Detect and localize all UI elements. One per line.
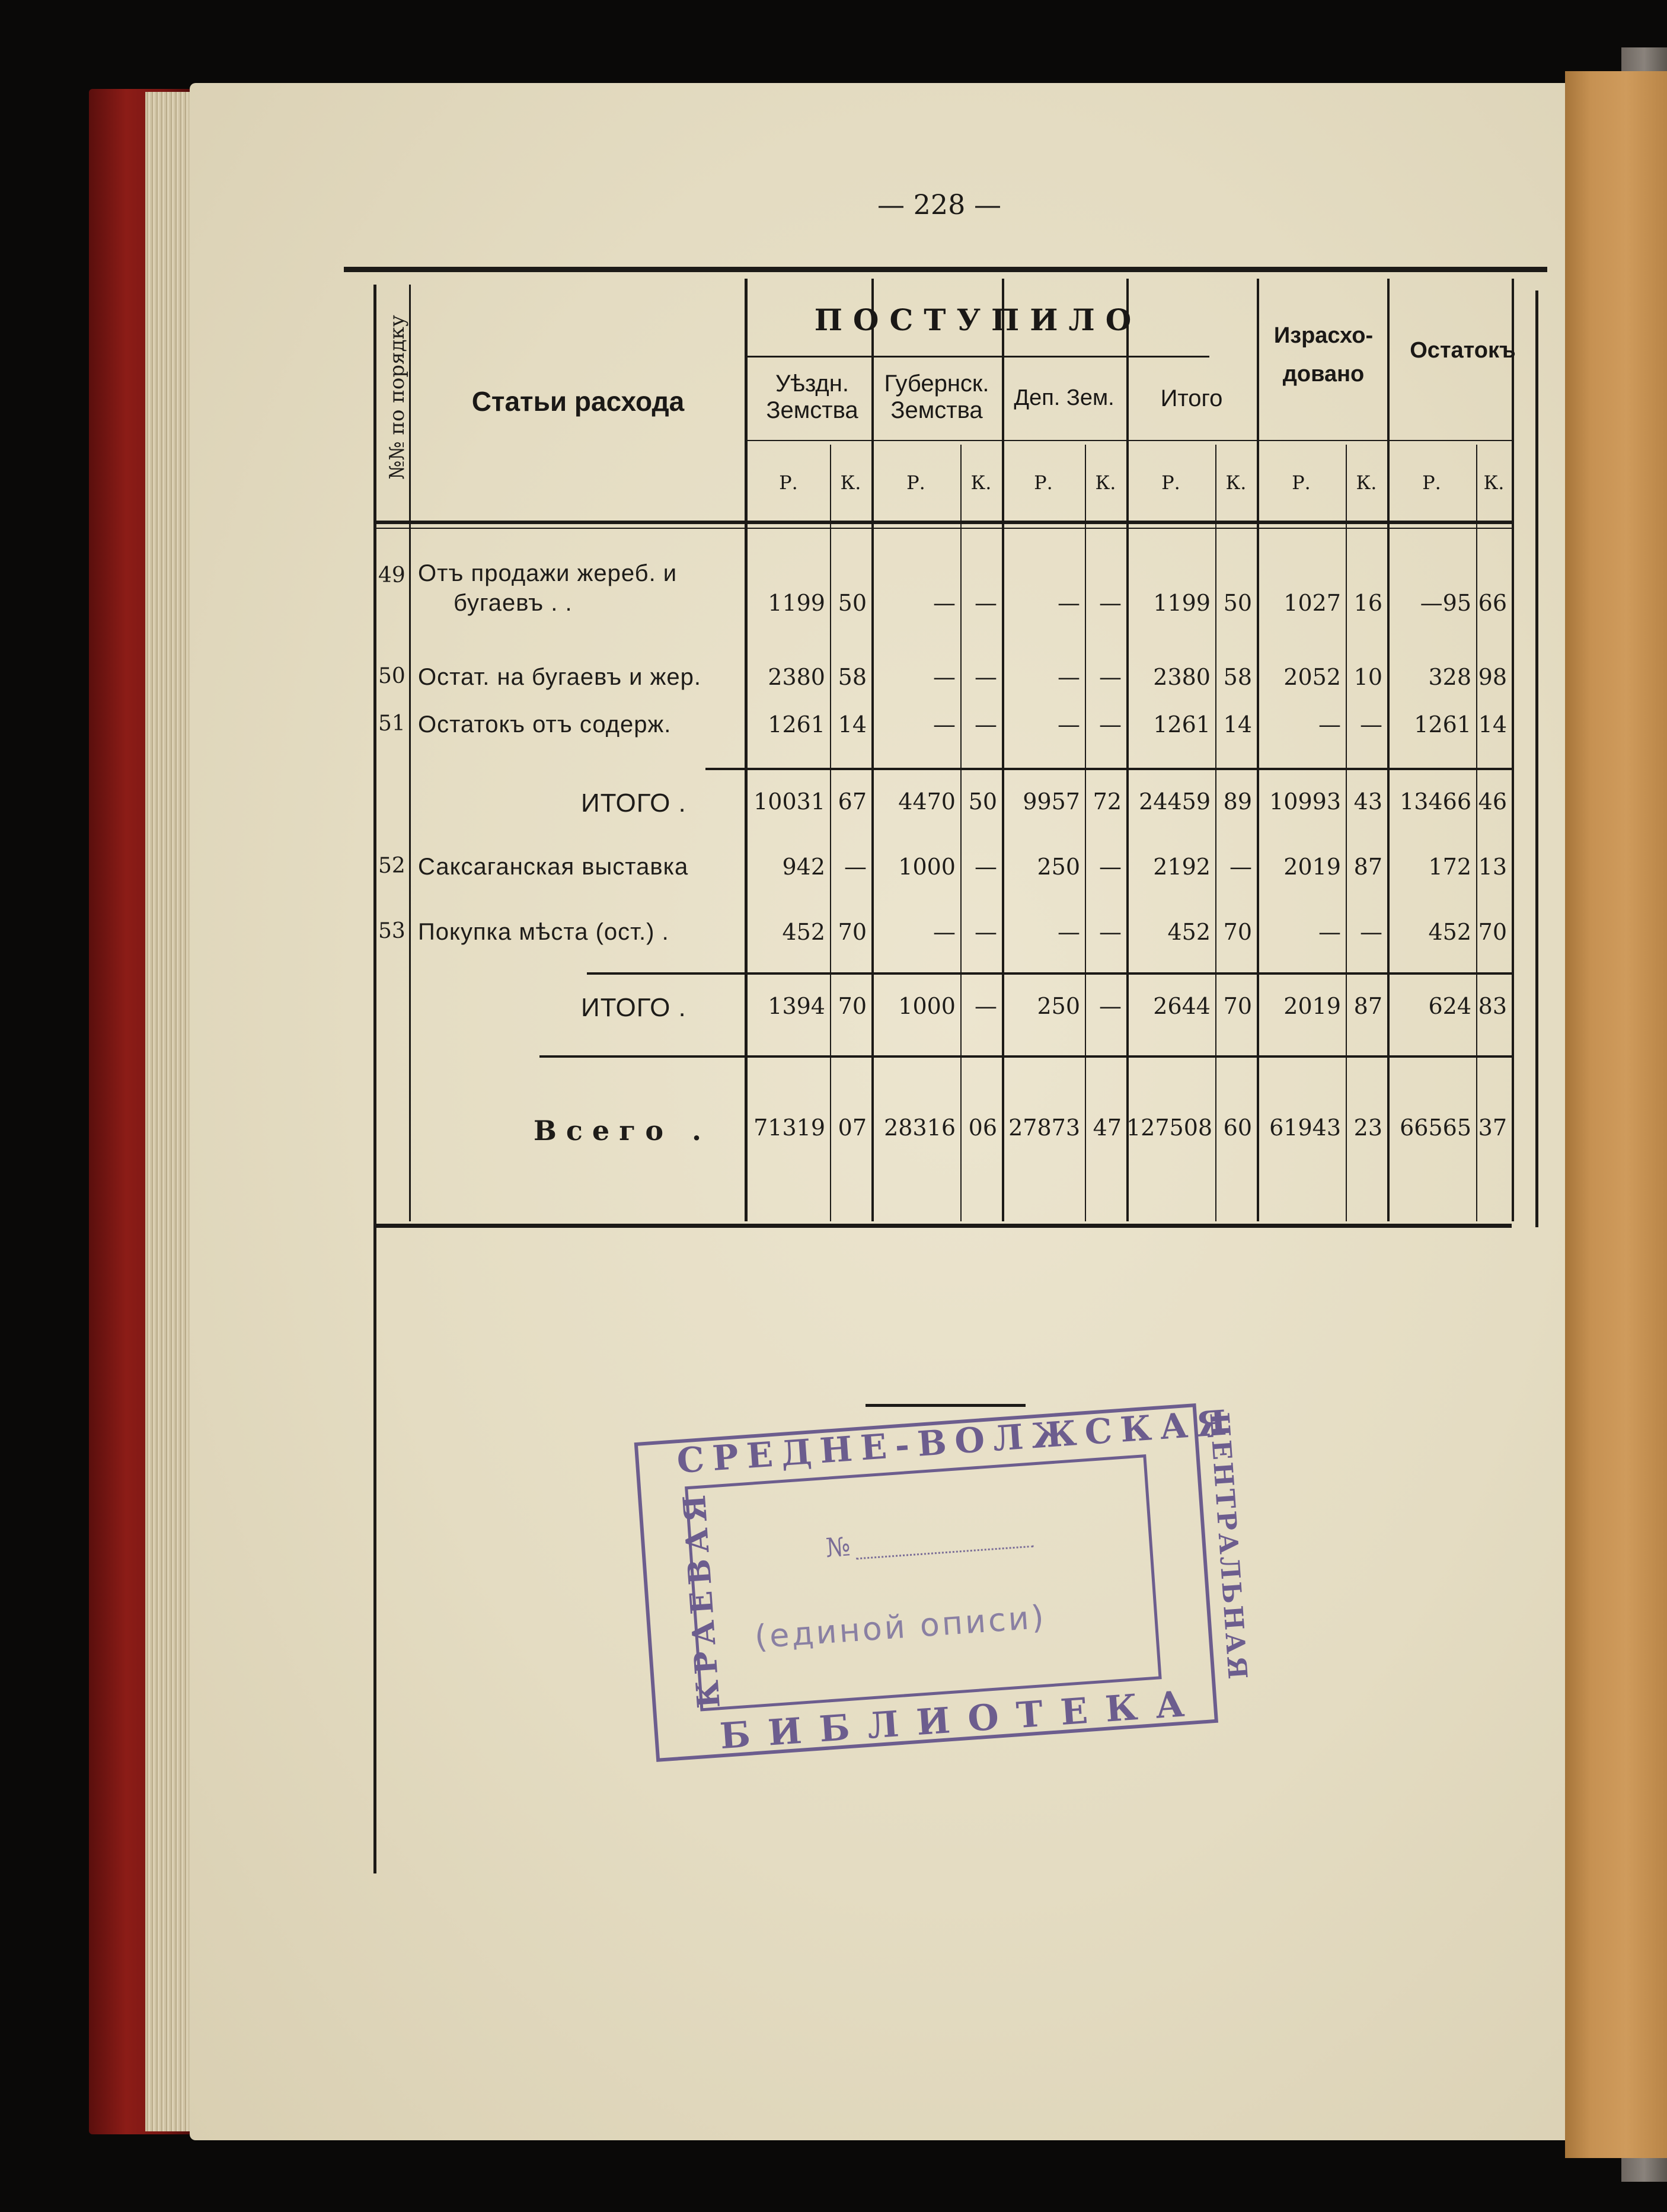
column-rule-2 — [960, 445, 962, 1221]
row-value: 43 — [1353, 789, 1382, 815]
row-value: — — [1318, 919, 1341, 945]
header-unit-9: К. — [1356, 471, 1377, 494]
row-number: 52 — [378, 854, 405, 878]
row-value: 1261 — [1414, 711, 1471, 738]
column-rule-10 — [1476, 445, 1477, 1221]
row-value: 10993 — [1269, 789, 1341, 815]
row-value: — — [933, 919, 956, 945]
row-value: 2644 — [1153, 993, 1211, 1019]
row-value: 13 — [1478, 854, 1507, 880]
row-number: 53 — [378, 919, 405, 943]
column-rule-8 — [1346, 445, 1347, 1221]
row-value: — — [1099, 711, 1122, 738]
row-value: — — [975, 590, 997, 616]
header-unit-1: К. — [840, 471, 861, 494]
row-value: 70 — [1223, 919, 1252, 945]
row-item-total: ИТОГО . — [581, 789, 686, 818]
row-value: 2052 — [1283, 664, 1341, 690]
column-rule-9 — [1387, 279, 1390, 1221]
row-value: 16 — [1353, 590, 1382, 616]
row-value: 70 — [1478, 919, 1507, 945]
row-value: 172 — [1428, 854, 1471, 880]
header-total: Итого — [1160, 385, 1223, 411]
row-value: 89 — [1223, 789, 1252, 815]
row-value: 452 — [1167, 919, 1211, 945]
row-value: 9957 — [1023, 789, 1080, 815]
stamp-inner-border — [685, 1454, 1162, 1711]
row-item: Остатокъ отъ содерж. — [418, 711, 672, 738]
row-value: 14 — [1478, 711, 1507, 738]
row-value: 70 — [1223, 993, 1252, 1019]
row-value: — — [975, 919, 997, 945]
row-value: 1199 — [1153, 590, 1211, 616]
stamp-top-text: СРЕДНЕ-ВОЛЖСКАЯ — [675, 1402, 1236, 1482]
row-item-cont: бугаевъ . . — [454, 590, 573, 616]
header-unit-6: Р. — [1161, 471, 1180, 494]
header-dep: Деп. Зем. — [1014, 385, 1114, 410]
row-value: 50 — [968, 789, 997, 815]
row-value: 1000 — [898, 993, 956, 1019]
row-item-total: ИТОГО . — [581, 993, 686, 1022]
row-value: — — [933, 664, 956, 690]
header-unit-4: Р. — [1034, 471, 1053, 494]
header-spent-1: Израсхо- — [1273, 323, 1374, 348]
grandtotal-rule — [539, 1055, 1512, 1058]
row-value: — — [933, 711, 956, 738]
column-rule-6 — [1215, 445, 1216, 1221]
left-outer-rule — [373, 285, 376, 1873]
row-value: 2019 — [1283, 993, 1341, 1019]
row-value: 06 — [968, 1115, 997, 1141]
row-value: 13466 — [1400, 789, 1471, 815]
row-value: 67 — [838, 789, 867, 815]
stamp-left-text: КРАЕВАЯ — [676, 1488, 727, 1710]
row-value: 2192 — [1153, 854, 1211, 880]
row-value: 2019 — [1283, 854, 1341, 880]
header-uezd-1: Уѣздн. — [775, 371, 849, 397]
header-unit-11: К. — [1483, 471, 1505, 494]
row-value: — — [1318, 711, 1341, 738]
row-item: Остат. на бугаевъ и жер. — [418, 664, 702, 690]
header-gub-1: Губернск. — [884, 371, 989, 397]
row-value: 98 — [1478, 664, 1507, 690]
row-value: 1261 — [1153, 711, 1211, 738]
header-unit-10: Р. — [1422, 471, 1441, 494]
row-value: 47 — [1093, 1115, 1122, 1141]
header-bottom-rule-thin — [373, 528, 1512, 529]
row-value: 66 — [1478, 590, 1507, 616]
stamp-number-label: № — [825, 1531, 852, 1564]
row-value: — — [1099, 993, 1122, 1019]
row-value: 942 — [782, 854, 825, 880]
row-value: — — [1058, 664, 1080, 690]
row-value: — — [1058, 919, 1080, 945]
row-value: 61943 — [1269, 1115, 1341, 1141]
row-number: 51 — [378, 711, 405, 736]
row-value: 50 — [838, 590, 867, 616]
column-rule-5 — [1126, 279, 1129, 1221]
row-value: — — [975, 993, 997, 1019]
row-number: 50 — [378, 664, 405, 688]
row-value: — — [1360, 711, 1382, 738]
header-received: ПОСТУПИЛО — [814, 302, 1142, 337]
row-value: 2380 — [768, 664, 825, 690]
row-value: 87 — [1353, 993, 1382, 1019]
row-value: —95 — [1420, 590, 1471, 616]
row-number: 49 — [378, 563, 405, 588]
header-uezd-2: Земства — [766, 397, 858, 423]
row-item: Покупка мѣста (ост.) . — [418, 919, 669, 945]
row-value: 83 — [1478, 993, 1507, 1019]
row-value: 2380 — [1153, 664, 1211, 690]
row-value: 58 — [838, 664, 867, 690]
header-unit-3: К. — [970, 471, 992, 494]
row-value: 07 — [838, 1115, 867, 1141]
header-bottom-rule — [373, 521, 1512, 524]
row-value: 46 — [1478, 789, 1507, 815]
stamp-right-text: ЦЕНТРАЛЬНАЯ — [1203, 1411, 1253, 1683]
row-value: 28316 — [884, 1115, 956, 1141]
library-stamp — [633, 1384, 1253, 1792]
header-unit-0: Р. — [779, 471, 798, 494]
right-facing-page — [1565, 71, 1667, 2158]
header-spent-2: довано — [1282, 362, 1365, 387]
stamp-handwriting: (единой описи) — [753, 1598, 1048, 1656]
row-value: 127508 — [1126, 1115, 1213, 1141]
column-rule-7 — [1257, 279, 1259, 1221]
row-value: — — [1099, 854, 1122, 880]
header-unit-7: К. — [1225, 471, 1247, 494]
row-value: 10 — [1353, 664, 1382, 690]
expense-table — [344, 267, 1547, 1233]
row-value: 452 — [782, 919, 825, 945]
row-value: — — [1058, 590, 1080, 616]
item-rule — [745, 279, 748, 1221]
row-value: 1394 — [768, 993, 825, 1019]
row-value: 452 — [1428, 919, 1471, 945]
row-value: — — [844, 854, 867, 880]
header-unit-8: Р. — [1292, 471, 1311, 494]
header-gub-2: Земства — [890, 397, 983, 423]
row-item-grand: Всего . — [534, 1115, 711, 1147]
row-value: 87 — [1353, 854, 1382, 880]
row-value: 10031 — [753, 789, 825, 815]
row-value: 70 — [838, 993, 867, 1019]
row-value: 23 — [1353, 1115, 1382, 1141]
row-value: 58 — [1223, 664, 1252, 690]
column-rule-4 — [1085, 445, 1086, 1221]
row-value: 37 — [1478, 1115, 1507, 1141]
row-value: 60 — [1223, 1115, 1252, 1141]
row-value: 1261 — [768, 711, 825, 738]
header-unit-2: Р. — [906, 471, 925, 494]
row-value: 14 — [838, 711, 867, 738]
row-value: — — [1230, 854, 1252, 880]
subheader-rule — [747, 440, 1512, 441]
row-value: 70 — [838, 919, 867, 945]
row-item: Отъ продажи жереб. и — [418, 560, 678, 586]
row-value: 624 — [1428, 993, 1471, 1019]
row-value: 66565 — [1400, 1115, 1471, 1141]
row-value: 1000 — [898, 854, 956, 880]
table-bottom-rule — [373, 1224, 1512, 1228]
row-value: — — [1058, 711, 1080, 738]
row-value: — — [975, 854, 997, 880]
row-value: 24459 — [1139, 789, 1211, 815]
row-value: 27873 — [1008, 1115, 1080, 1141]
row-value: 328 — [1428, 664, 1471, 690]
row-value: — — [1099, 919, 1122, 945]
column-rule-3 — [1002, 279, 1004, 1221]
header-unit-5: К. — [1095, 471, 1116, 494]
stamp-bottom-text: БИБЛИОТЕКА — [718, 1682, 1204, 1758]
rownum-rule — [409, 285, 411, 1221]
subtotal2-rule — [587, 972, 1512, 975]
row-value: — — [1360, 919, 1382, 945]
row-value: 72 — [1093, 789, 1122, 815]
row-value: 250 — [1037, 854, 1080, 880]
subtotal1-rule — [705, 768, 1512, 770]
group-rule — [747, 356, 1209, 358]
row-value: 250 — [1037, 993, 1080, 1019]
row-value: — — [1099, 590, 1122, 616]
header-item: Статьи расхода — [471, 386, 685, 417]
row-value: 1199 — [768, 590, 825, 616]
table-top-rule — [344, 267, 1547, 272]
row-value: — — [933, 590, 956, 616]
header-balance: Остатокъ — [1410, 338, 1516, 363]
header-rownum: №№ по порядку — [385, 315, 409, 480]
column-rule-11 — [1512, 279, 1514, 1221]
row-value: 50 — [1223, 590, 1252, 616]
row-value: 71319 — [753, 1115, 825, 1141]
page-number: — 228 — — [877, 189, 1002, 221]
row-item: Саксаганская выставка — [418, 854, 689, 880]
row-value: 4470 — [898, 789, 956, 815]
right-outer-rule — [1535, 291, 1538, 1227]
row-value: 14 — [1223, 711, 1252, 738]
row-value: — — [1099, 664, 1122, 690]
row-value: — — [975, 664, 997, 690]
row-value: — — [975, 711, 997, 738]
row-value: 1027 — [1283, 590, 1341, 616]
column-rule-0 — [830, 445, 831, 1221]
